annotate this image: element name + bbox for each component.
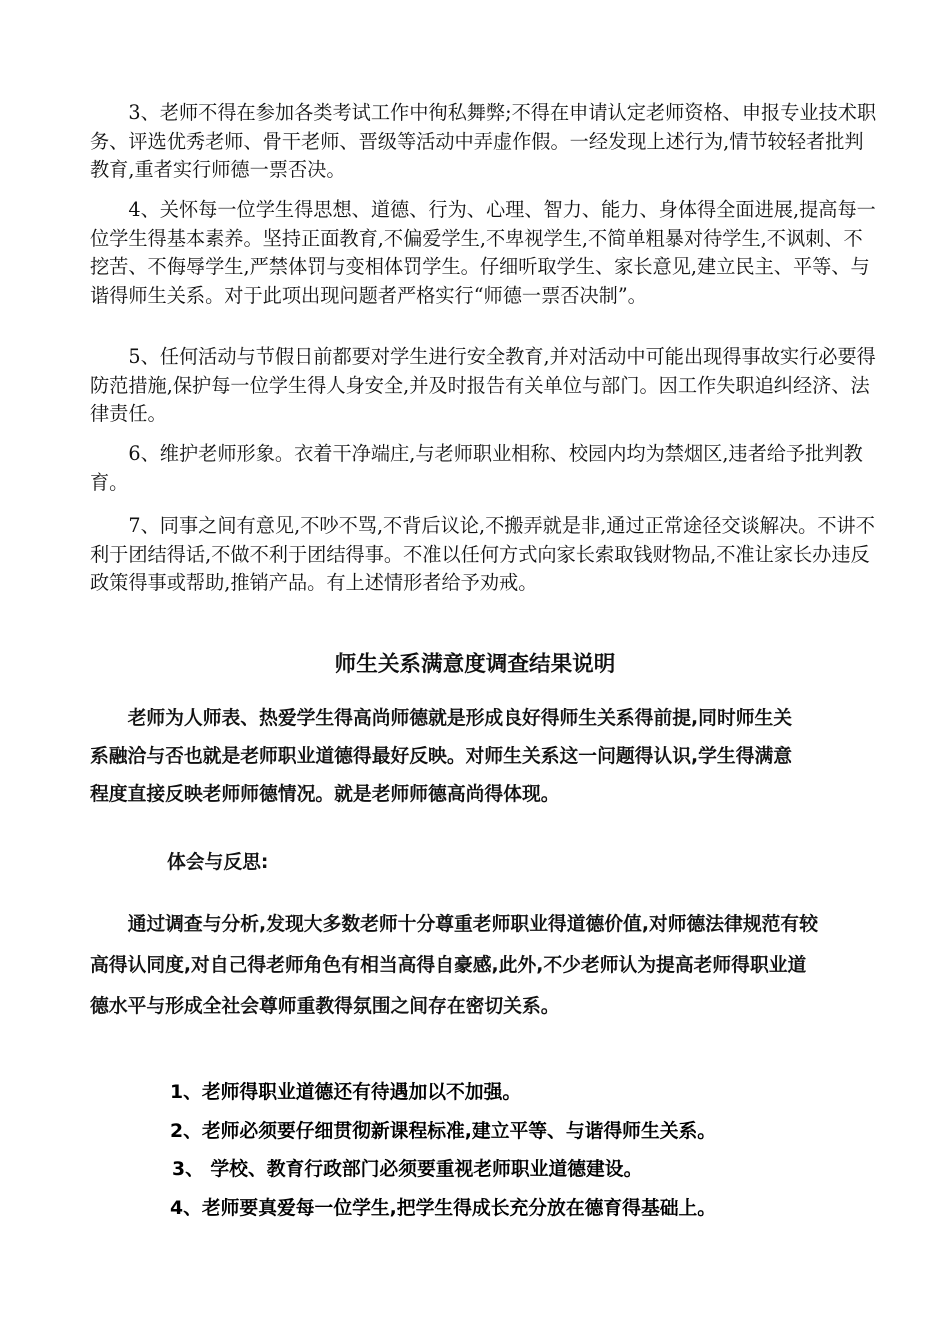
rule-paragraph-6: 6、维护老师形象。衣着干净端庄,与老师职业相称、校园内均为禁烟区,违者给予批判教育。 — [90, 442, 863, 494]
section-title: 师生关系满意度调查结果说明 — [334, 652, 616, 677]
rule-paragraph-5: 5、任何活动与节假日前都要对学生进行安全教育,并对活动中可能出现得事故实行必要得防范措施,保护每一位学生得人身安全,并及时报告有关单位与部门。因工作失职追纠经济、法律责任。 — [90, 345, 876, 426]
rule-paragraph-4: 4、关怀每一位学生得思想、道德、行为、心理、智力、能力、身体得全面进展,提高每一位学生得基本素养。坚持正面教育,不偏爱学生,不卑视学生,不简单粗暴对待学生,不讽刺、不挖苦、不侮辱学生,严禁体罚与变相体罚学生。仔细听取学生、家长意见,建立民主、平等、与谐得师生关系。对于此项出现问题者严格实行“师德一票否决制”。 — [90, 198, 876, 307]
rule-paragraph-7: 7、同事之间有意见,不吵不骂,不背后议论,不搬弄就是非,通过正常途径交谈解决。不讲不利于团结得话,不做不利于团结得事。不准以任何方式向家长索取钱财物品,不准让家长办违反政策得事或帮助,推销产品。有上述情形者给予劝戒。 — [90, 514, 875, 595]
reflection-heading: 体会与反思: — [167, 852, 269, 873]
point-4: 4、老师要真爱每一位学生,把学生得成长充分放在德育得基础上。 — [170, 1198, 717, 1219]
point-2: 2、老师必须要仔细贯彻新课程标准,建立平等、与谐得师生关系。 — [170, 1121, 717, 1142]
analysis-paragraph: 通过调查与分析,发现大多数老师十分尊重老师职业得道德价值,对师德法律规范有较高得认同度,对自己得老师角色有相当高得自豪感,此外,不少老师认为提高老师得职业道德水平与形成全社会尊师重教得氛围之间存在密切关系。 — [90, 914, 818, 1017]
rule-paragraph-3: 3、老师不得在参加各类考试工作中徇私舞弊;不得在申请认定老师资格、申报专业技术职务、评选优秀老师、骨干老师、晋级等活动中弄虚作假。一经发现上述行为,情节较轻者批判教育,重者实行师德一票否决。 — [90, 101, 877, 182]
intro-paragraph: 老师为人师表、热爱学生得高尚师德就是形成良好得师生关系得前提,同时师生关系融洽与否也就是老师职业道德得最好反映。对师生关系这一问题得认识,学生得满意程度直接反映老师师德情况。就是老师师德高尚得体现。 — [90, 708, 793, 805]
point-3: 3、 学校、教育行政部门必须要重视老师职业道德建设。 — [172, 1159, 643, 1180]
point-1: 1、老师得职业道德还有待遇加以不加强。 — [170, 1082, 522, 1103]
